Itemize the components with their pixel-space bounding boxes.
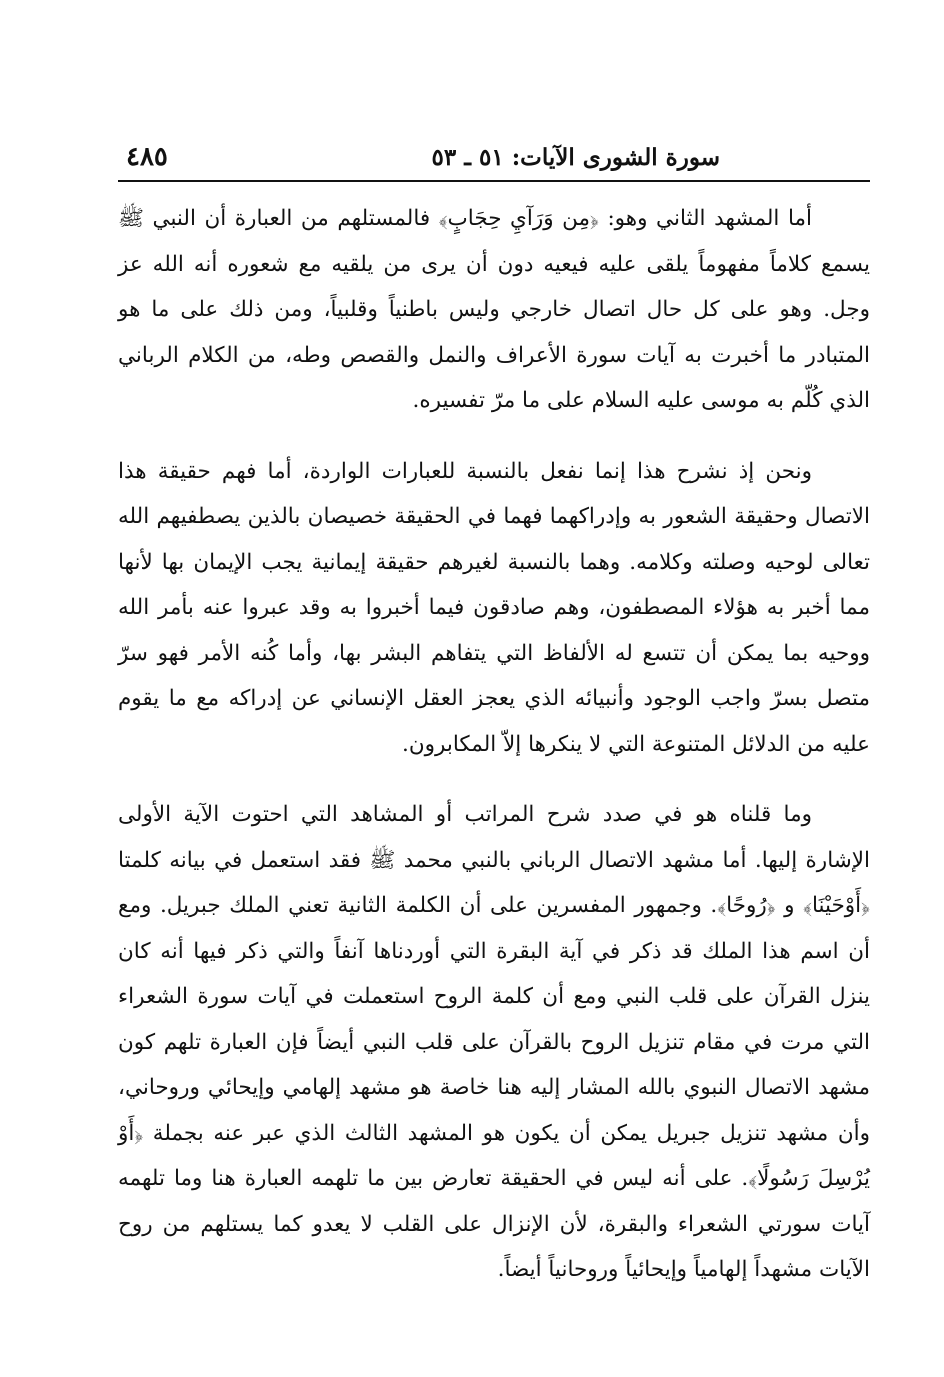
header-rule	[118, 180, 870, 182]
page-number: ٤٨٥	[126, 142, 168, 172]
paragraph-1: أما المشهد الثاني وهو: ﴿مِن وَرَآيِ حِجَابٍ﴾ فالمستلهم من العبارة أن النبي ﷺ يسمع كلاماً مفهوماً يلقى عليه فيعيه دون أن يرى من يلقيه مع شعوره أنه الله عز وجل. وهو على كل حال اتصال خارجي وليس باطنياً وقلبياً، ومن ذلك على ما هو المتبادر ما أخبرت به آيات سورة الأعراف والنمل والقصص وطه، من الكلام الرباني الذي كُلّم به موسى عليه السلام على ما مرّ تفسيره.	[118, 206, 870, 413]
paragraph-3: وما قلناه هو في صدد شرح المراتب أو المشاهد التي احتوت الآية الأولى الإشارة إليها. أما مشهد الاتصال الرباني بالنبي محمد ﷺ فقد استعمل في بيانه كلمتا ﴿أَوْحَيْنَا﴾ و ﴿رُوحًا﴾. وجمهور المفسرين على أن الكلمة الثانية تعني الملك جبريل. ومع أن اسم هذا الملك قد ذكر في آية البقرة التي أوردناها آنفاً والتي ذكر فيها أنه كان ينزل القرآن على قلب النبي ومع أن كلمة الروح استعملت في آيات سورة الشعراء التي مرت في مقام تنزيل الروح بالقرآن على قلب النبي أيضاً فإن العبارة تلهم كون مشهد الاتصال النبوي بالله المشار إليه هنا خاصة هو مشهد إلهامي وإيحائي وروحاني، وأن مشهد تنزيل جبريل يمكن أن يكون هو المشهد الثالث الذي عبر عنه بجملة ﴿أَوْ يُرْسِلَ رَسُولًا﴾. على أنه ليس في الحقيقة تعارض بين ما تلهمه العبارة هنا وما تلهمه آيات سورتي الشعراء والبقرة، لأن الإنزال على القلب لا يعدو كما يستلهم من روح الآيات مشهداً إلهامياً وإيحائياً وروحانياً أيضاً.	[118, 802, 870, 1282]
page-header	[118, 142, 870, 180]
body-text	[118, 196, 870, 1293]
paragraph-2: ونحن إذ نشرح هذا إنما نفعل بالنسبة للعبارات الواردة، أما فهم حقيقة هذا الاتصال وحقيقة الشعور به وإدراكهما فهما في الحقيقة خصيصان بالذين يصطفيهم الله تعالى لوحيه وصلته وكلامه. وهما بالنسبة لغيرهم حقيقة إيمانية يجب الإيمان بها لأنها مما أخبر به هؤلاء المصطفون، وهم صادقون فيما أخبروا به وقد عبروا عنه بأمر الله ووحيه بما يمكن أن تتسع له الألفاظ التي يتفاهم البشر بها، وأما كُنه الأمر فهو سرّ متصل بسرّ واجب الوجود وأنبيائه الذي يعجز العقل الإنساني عن إدراكه مع ما يقوم عليه من الدلائل المتنوعة التي لا ينكرها إلاّ المكابرون.	[118, 458, 871, 757]
running-title: سورة الشورى الآيات: ٥١ ـ ٥٣	[431, 144, 720, 171]
